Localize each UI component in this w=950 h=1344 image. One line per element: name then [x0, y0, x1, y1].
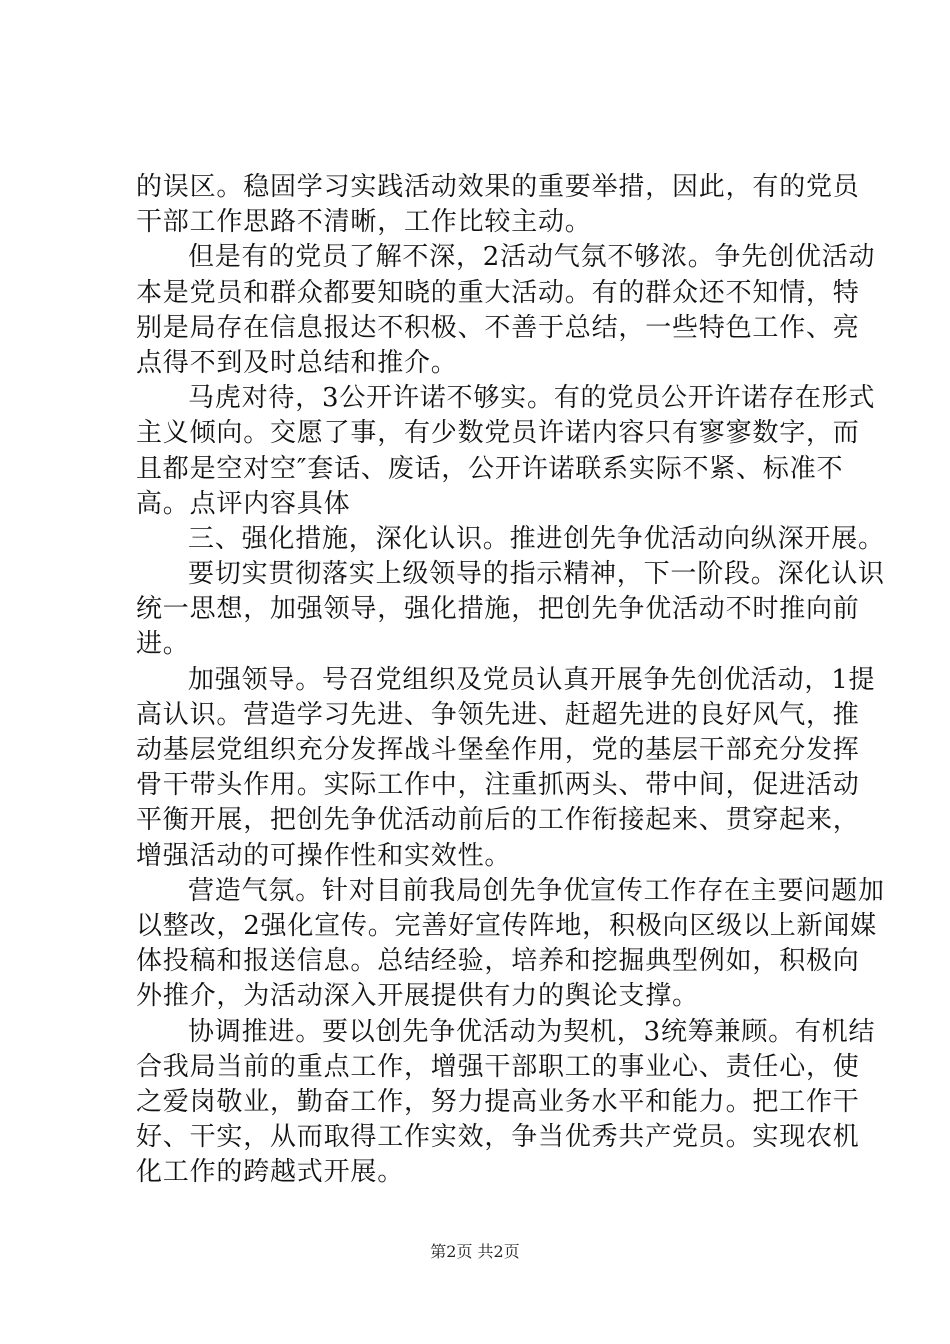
- text-line: 高。点评内容具体: [136, 488, 351, 519]
- text-line: 高认识。营造学习先进、争领先进、赶超先进的良好风气，推: [136, 699, 860, 730]
- document-body: [136, 170, 885, 1190]
- text-line: 且都是空对空″套话、废话，公开许诺联系实际不紧、标准不: [136, 453, 844, 484]
- text-line: 动基层党组织充分发挥战斗堡垒作用，党的基层干部充分发挥: [136, 735, 860, 765]
- text-line: 骨干带头作用。实际工作中，注重抓两头、带中间，促进活动: [136, 770, 860, 801]
- text-line: 主义倾向。交愿了事，有少数党员许诺内容只有寥寥数字，而: [136, 418, 860, 449]
- text-line: 化工作的跨越式开展。: [136, 1157, 405, 1188]
- page-footer: 第2页 共2页: [430, 1242, 520, 1261]
- text-line: 马虎对待，3公开许诺不够实。有的党员公开许诺存在形式: [188, 383, 876, 414]
- text-line: 增强活动的可操作性和实效性。: [136, 840, 512, 871]
- text-line: 进。: [136, 629, 190, 660]
- text-line: 本是党员和群众都要知晓的重大活动。有的群众还不知情，特: [136, 277, 860, 308]
- text-line: 加强领导。号召党组织及党员认真开展争先创优活动，1提: [188, 664, 876, 695]
- text-line: 外推介，为活动深入开展提供有力的舆论支撑。: [136, 981, 699, 1012]
- text-line: 要切实贯彻落实上级领导的指示精神，下一阶段。深化认识: [188, 559, 885, 590]
- text-line: 以整改，2强化宣传。完善好宣传阵地，积极向区级以上新闻媒: [136, 910, 877, 941]
- text-line: 干部工作思路不清晰，工作比较主动。: [136, 207, 592, 238]
- text-line: 统一思想，加强领导，强化措施，把创先争优活动不时推向前: [136, 594, 860, 625]
- text-line: 好、干实，从而取得工作实效，争当优秀共产党员。实现农机: [136, 1122, 860, 1153]
- text-line: 但是有的党员了解不深，2活动气氛不够浓。争先创优活动: [188, 242, 876, 273]
- text-line: 协调推进。要以创先争优活动为契机，3统筹兼顾。有机结: [188, 1016, 876, 1047]
- text-line: 合我局当前的重点工作，增强干部职工的事业心、责任心，使: [136, 1051, 860, 1082]
- text-line: 之爱岗敬业，勤奋工作，努力提高业务水平和能力。把工作干: [136, 1086, 860, 1117]
- text-line: 点得不到及时总结和推介。: [136, 347, 458, 378]
- text-line: 体投稿和报送信息。总结经验，培养和挖掘典型例如，积极向: [136, 946, 860, 977]
- text-line: 的误区。稳固学习实践活动效果的重要举措，因此，有的党员: [136, 172, 860, 202]
- text-line: 平衡开展，把创先争优活动前后的工作衔接起来、贯穿起来，: [136, 805, 860, 836]
- text-line: 营造气氛。针对目前我局创先争优宣传工作存在主要问题加: [188, 875, 885, 906]
- text-line: 三、强化措施，深化认识。推进创先争优活动向纵深开展。: [188, 523, 885, 554]
- text-line: 别是局存在信息报达不积极、不善于总结，一些特色工作、亮: [136, 312, 860, 343]
